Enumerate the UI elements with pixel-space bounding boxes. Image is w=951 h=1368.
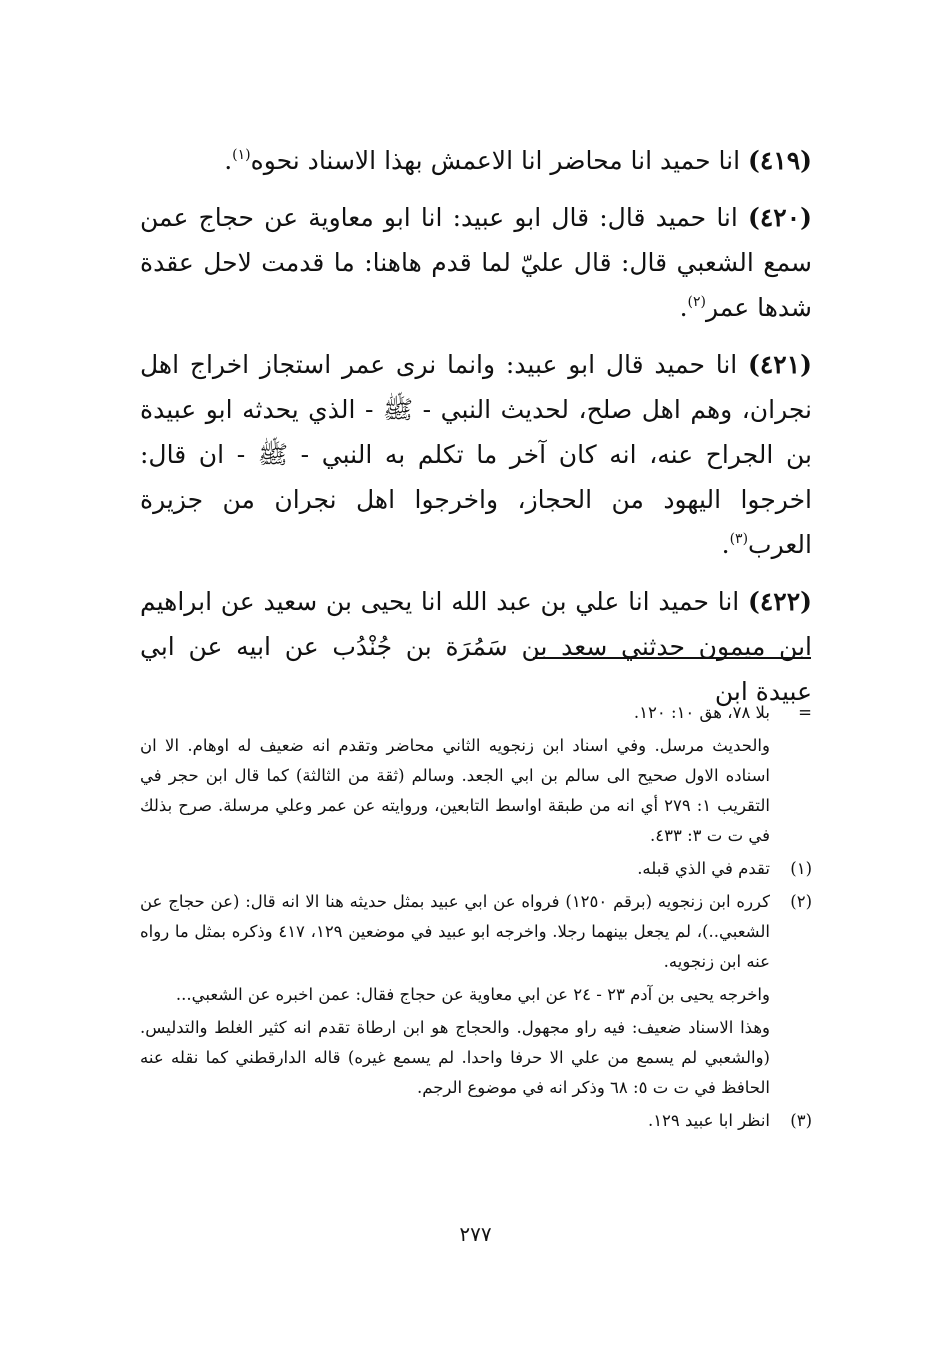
footnote-paragraph: وهذا الاسناد ضعيف: فيه راو مجهول. والحجاج هو ابن ارطاة تقدم انه كثير الغلط والتدليس. (والشعبي لم يسمع من علي الا حرفا واحدا. لم يسمع غيره) قاله الدارقطني كما نقله عنه الحافظ في ت ت ٥: ٦٨ وذكر انه في موضوع الرجم. <box>140 1018 770 1097</box>
footnote-body <box>140 1106 770 1139</box>
paragraph-text: انا حميد قال ابو عبيد: وانما نرى عمر استجاز اخراج اهل نجران، وهم اهل صلح، لحديث النبي - ﷺ - الذي يحدثه ابو عبيدة بن الجراح عنه، انه كان آخر ما تكلم به النبي - ﷺ - ان قال: اخرجوا اليهود من الحجاز، واخرجوا اهل نجران من جزيرة العرب <box>140 350 812 559</box>
footnote-paragraph: انظر ابا عبيد ١٢٩. <box>647 1111 770 1130</box>
footnote-mark: (٢) <box>790 892 812 911</box>
footnote-ref[interactable]: (٢) <box>687 294 707 310</box>
footnote-body <box>140 854 770 887</box>
hadith-number: (٤٢٠) <box>748 203 812 232</box>
footnote-3 <box>140 1106 812 1139</box>
paragraph-420: (٤٢٠) انا حميد قال: قال ابو عبيد: انا ابو معاوية عن حجاج عمن سمع الشعبي قال: قال عليّ لما قدم هاهنا: ما قدمت لاحل عقدة شدها عمر$^{(٢)}$. <box>140 203 812 322</box>
page-number: ٢٧٧ <box>459 1222 492 1246</box>
footnote-mark: = <box>798 703 812 722</box>
footnote-2 <box>140 887 812 1106</box>
footnote-body <box>140 887 770 1106</box>
footnote-paragraph: واخرجه يحيى بن آدم ٢٣ - ٢٤ عن ابي معاوية عن حجاج فقال: عمن اخبره عن الشعبي... <box>175 985 770 1004</box>
footnote-paragraph: بلا ٧٨، هق ١٠: ١٢٠. <box>633 703 770 722</box>
footnote-body <box>140 698 770 854</box>
paragraph-422 <box>140 579 812 714</box>
hadith-number: (٤٢١) <box>748 350 812 379</box>
paragraph-text: انا حميد قال: قال ابو عبيد: انا ابو معاوية عن حجاج عمن سمع الشعبي قال: قال عليّ لما قدم هاهنا: ما قدمت لاحل عقدة شدها عمر <box>140 203 812 322</box>
footnotes <box>140 698 812 1139</box>
footnote-paragraph: كرره ابن زنجويه (برقم ١٢٥٠) فرواه عن ابي عبيد بمثل حديثه هنا الا انه قال: (عن حجاج عن الشعبي..)، لم يجعل بينهما رجلا. واخرجه ابو عبيد في موضعين ١٢٩، ٤١٧ وذكره بمثل ما رواه عنه ابن زنجويه. <box>140 892 770 971</box>
hadith-number: (٤٢٢) <box>748 587 812 616</box>
footnote-mark: (٣) <box>790 1111 812 1130</box>
paragraph-421: (٤٢١) انا حميد قال ابو عبيد: وانما نرى عمر استجاز اخراج اهل نجران، وهم اهل صلح، لحديث النبي - ﷺ - الذي يحدثه ابو عبيدة بن الجراح عنه، انه كان آخر ما تكلم به النبي - ﷺ - ان قال: اخرجوا اليهود من الحجاز، واخرجوا اهل نجران من جزيرة العرب$^{(٣)}$. <box>140 350 812 559</box>
paragraph-419: (٤١٩) انا حميد انا محاضر انا الاعمش بهذا الاسناد نحوه$^{(١)}$. <box>224 146 812 175</box>
footnote-ref[interactable]: (١) <box>232 147 251 163</box>
footnote-ref[interactable]: (٣) <box>729 531 749 547</box>
main-text <box>140 138 812 726</box>
footnote-1 <box>140 854 812 887</box>
footnote-paragraph: تقدم في الذي قبله. <box>637 859 770 878</box>
footnote-separator <box>533 657 811 659</box>
paragraph-text: انا حميد انا علي بن عبد الله انا يحيى بن سعيد عن ابراهيم ابن ميمون حدثني سعد بن سَمُرَة بن جُنْدُب عن ابيه عن ابي عبيدة ابن <box>140 587 812 706</box>
hadith-number: (٤١٩) <box>748 146 812 175</box>
paragraph-text: انا حميد انا محاضر انا الاعمش بهذا الاسناد نحوه <box>250 146 749 175</box>
footnote-paragraph: والحديث مرسل. وفي اسناد ابن زنجويه الثاني محاضر وتقدم انه ضعيف له اوهام. الا ان اسناده الاول صحيح الى سالم بن ابي الجعد. وسالم (ثقة من الثالثة) كما قال ابن حجر في التقريب ١: ٢٧٩ أي انه من طبقة اواسط التابعين، وروايته عن عمر وعلي مرسلة. صرح بذلك في ت ت ٣: ٤٣٣. <box>140 736 770 845</box>
footnote-continued <box>140 698 812 854</box>
footnote-mark: (١) <box>790 859 812 878</box>
